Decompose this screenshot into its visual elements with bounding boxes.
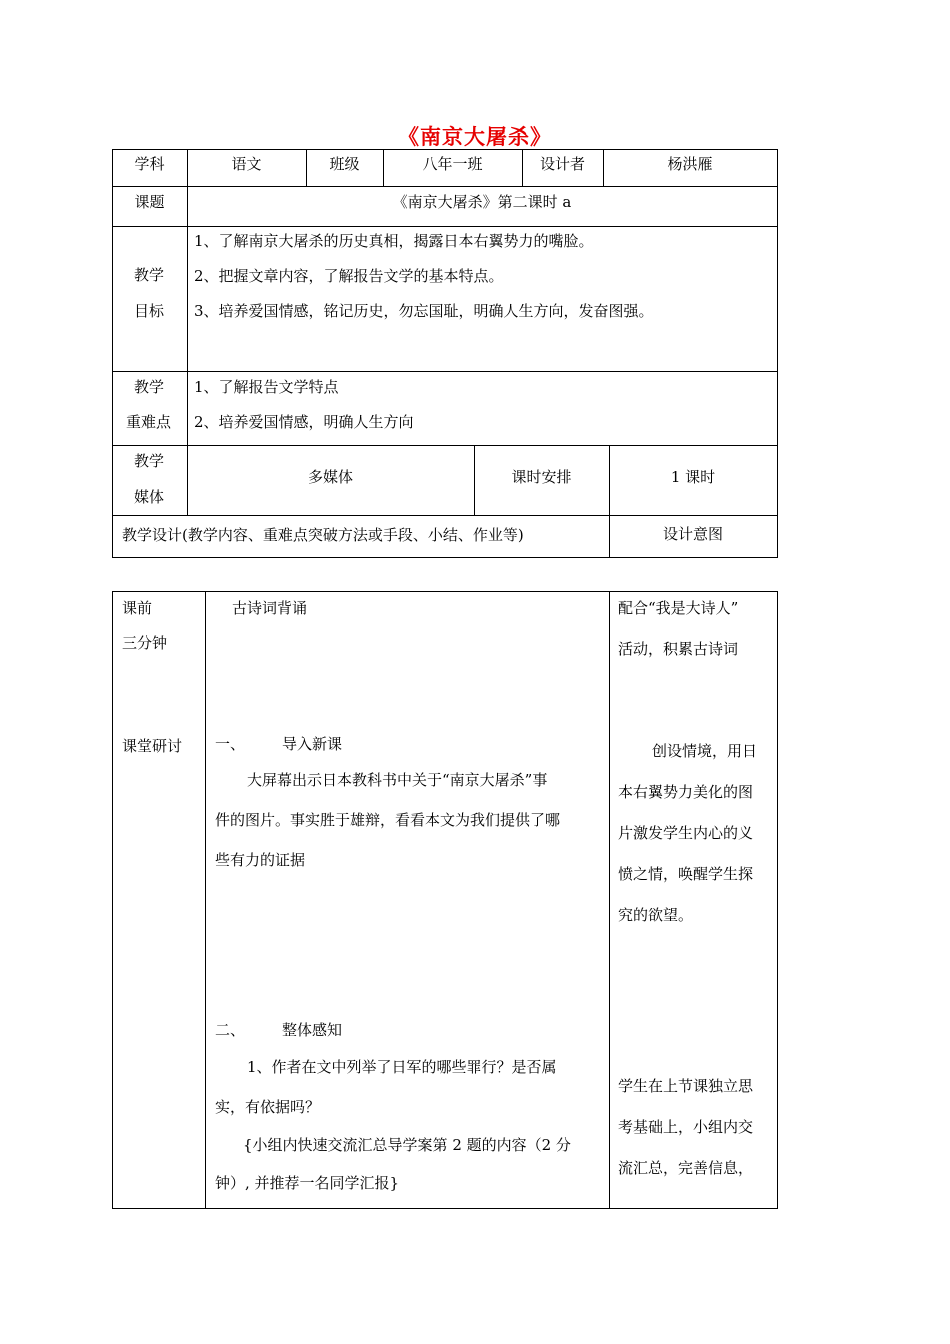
objective-item: 2、把握文章内容，了解报告文学的基本特点。 bbox=[194, 267, 504, 285]
media-label-line2: 媒体 bbox=[134, 488, 165, 506]
pre-class-intent-2: 活动，积累古诗词 bbox=[618, 640, 739, 658]
class-label: 班级 bbox=[329, 154, 360, 173]
class-value: 八年一班 bbox=[422, 154, 483, 173]
subject-label: 学科 bbox=[134, 154, 165, 173]
topic-value: 《南京大屠杀》第二课时 a bbox=[392, 192, 572, 211]
objective-item: 3、培养爱国情感，铭记历史，勿忘国耻，明确人生方向，发奋图强。 bbox=[194, 302, 654, 320]
section1-intent-line: 片激发学生内心的义 bbox=[618, 824, 754, 842]
section1-intent-line: 创设情境，用日 bbox=[652, 742, 758, 760]
section2-number: 二、 bbox=[215, 1021, 246, 1039]
section1-paragraph-line: 件的图片。事实胜于雄辩，看看本文为我们提供了哪 bbox=[215, 811, 561, 829]
design-row-left: 教学设计(教学内容、重难点突破方法或手段、小结、作业等) bbox=[122, 526, 524, 544]
section2-intent-line: 流汇总，完善信息， bbox=[618, 1159, 754, 1177]
section2-question-line: 实，有依据吗？ bbox=[215, 1098, 321, 1116]
design-row-right: 设计意图 bbox=[662, 524, 723, 543]
keypoints-label-line1: 教学 bbox=[134, 378, 165, 396]
subject-value: 语文 bbox=[231, 154, 262, 173]
pre-class-intent-1: 配合“我是大诗人” bbox=[618, 599, 739, 617]
section1-number: 一、 bbox=[215, 735, 246, 753]
designer-value: 杨洪雁 bbox=[667, 154, 713, 173]
designer-label: 设计者 bbox=[539, 154, 585, 173]
pre-class-label-2: 三分钟 bbox=[122, 634, 168, 652]
section2-title: 整体感知 bbox=[282, 1021, 343, 1039]
topic-label: 课题 bbox=[134, 192, 165, 211]
document-title: 《南京大屠杀》 bbox=[398, 125, 552, 149]
section1-paragraph-line: 大屏幕出示日本教科书中关于“南京大屠杀”事 bbox=[247, 771, 548, 789]
media-value: 多媒体 bbox=[307, 468, 353, 486]
section2-question-line: 1、作者在文中列举了日军的哪些罪行？是否属 bbox=[247, 1058, 557, 1076]
section1-title: 导入新课 bbox=[282, 735, 343, 753]
pre-class-label-1: 课前 bbox=[122, 599, 153, 617]
section2-question-line: {小组内快速交流汇总导学案第 2 题的内容（2 分 bbox=[243, 1136, 571, 1154]
section2-intent-line: 学生在上节课独立思 bbox=[618, 1077, 754, 1095]
objectives-label-line1: 教学 bbox=[134, 266, 165, 284]
research-label: 课堂研讨 bbox=[122, 737, 183, 755]
section1-paragraph-line: 些有力的证据 bbox=[215, 851, 306, 869]
keypoints-label-line2: 重难点 bbox=[126, 413, 172, 431]
pre-class-content: 古诗词背诵 bbox=[232, 599, 308, 617]
section2-question-line: 钟）, 并推荐一名同学汇报} bbox=[215, 1174, 400, 1192]
section1-intent-line: 愤之情，唤醒学生探 bbox=[618, 865, 754, 883]
schedule-label: 课时安排 bbox=[511, 468, 572, 486]
objective-item: 1、了解南京大屠杀的历史真相，揭露日本右翼势力的嘴脸。 bbox=[194, 232, 594, 250]
keypoint-item: 2、培养爱国情感，明确人生方向 bbox=[194, 413, 414, 431]
section1-intent-line: 本右翼势力美化的图 bbox=[618, 783, 754, 801]
media-label-line1: 教学 bbox=[134, 452, 165, 470]
schedule-value: 1 课时 bbox=[670, 468, 716, 486]
section2-intent-line: 考基础上，小组内交 bbox=[618, 1118, 754, 1136]
objectives-label-line2: 目标 bbox=[134, 302, 165, 320]
keypoint-item: 1、了解报告文学特点 bbox=[194, 378, 339, 396]
section1-intent-line: 究的欲望。 bbox=[618, 906, 694, 924]
